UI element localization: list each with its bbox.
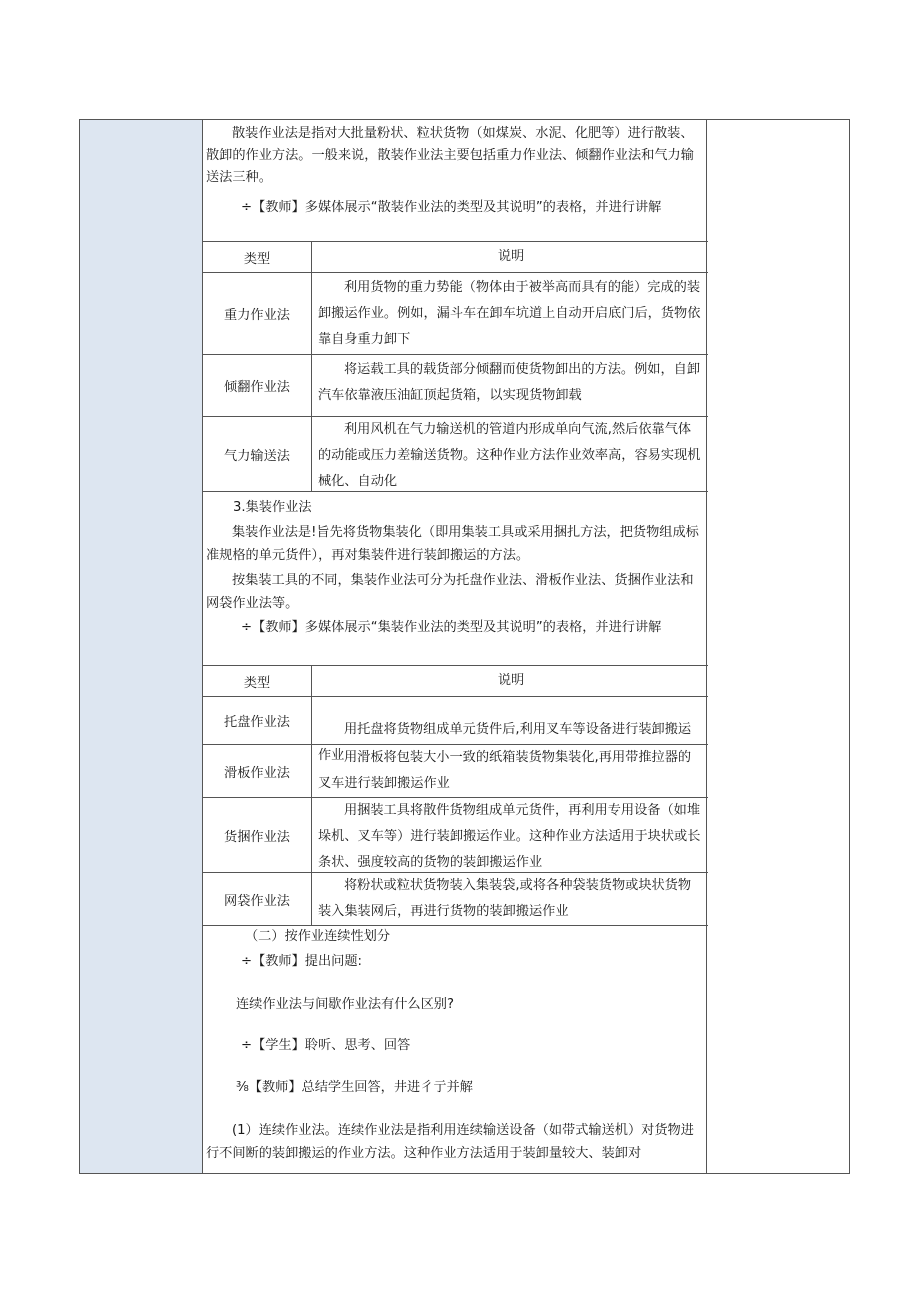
- row-desc: 用捆装工具将散件货物组成单元货件，再利用专用设备（如堆垛机、叉车等）进行装卸搬运作业。这种作业方法适用于块状或长条状、强度较高的货物的装卸搬运作业: [318, 803, 701, 870]
- lesson-table: [79, 119, 850, 1174]
- table-row: [203, 872, 708, 926]
- row-desc: 利用货物的重力势能（物体由于被举高而具有的能）完成的装卸搬运作业。例如，漏斗车在卸车坑道上自动开启底门后，货物依靠自身重力卸下: [318, 280, 701, 347]
- intro-paragraph: 散装作业法是指对大批量粉状、粒状货物（如煤炭、水泥、化肥等）进行散装、散卸的作业方法。一般来说，散装作业法主要包括重力作业法、倾翻作业法和气力输送法三种。: [206, 126, 694, 185]
- header-type: 类型: [203, 666, 312, 696]
- table-row: [203, 272, 708, 354]
- row-type: 气力输送法: [203, 417, 312, 491]
- row-type: 网袋作业法: [203, 873, 312, 925]
- header-desc: 说明: [497, 249, 525, 264]
- header-desc: 说明: [497, 673, 525, 688]
- teacher-note-2: ÷【教师】多媒体展示“集装作业法的类型及其说明”的表格，并进行讲解: [241, 620, 662, 635]
- continuous-method-paragraph: (1）连续作业法。连续作业法是指利用连续输送设备（如带式输送机）对货物进行不间断的装卸搬运的作业方法。这种作业方法适用于装卸量较大、装卸对: [206, 1123, 694, 1161]
- table-row: [203, 416, 708, 492]
- teacher-question-note: ÷【教师】提出问题:: [241, 954, 362, 969]
- part-2-title: （二）按作业连续性划分: [245, 929, 391, 944]
- row-desc: 利用风机在气力输送机的管道内形成单向气流,然后依靠气体的动能或压力差输送货物。这种作业方法作业效率高，容易实现机械化、自动化: [318, 422, 701, 489]
- header-type: 类型: [203, 242, 312, 272]
- section-3-paragraph-2: 按集装工具的不同，集装作业法可分为托盘作业法、滑板作业法、货捆作业法和网袋作业法等。: [206, 573, 694, 611]
- student-note: ÷【学生】聆听、思考、回答: [241, 1038, 411, 1053]
- question-text: 连续作业法与间歇作业法有什么区别?: [236, 997, 454, 1012]
- table-header: [203, 665, 708, 696]
- row-type: 滑板作业法: [203, 745, 312, 797]
- table-row: [203, 797, 708, 872]
- table-row: [203, 696, 708, 763]
- table-row: [203, 354, 708, 416]
- table-header: [203, 241, 708, 272]
- row-type: 货捆作业法: [203, 798, 312, 872]
- left-column: [80, 120, 203, 1173]
- section-3-title: 3.集装作业法: [233, 500, 312, 515]
- teacher-note-1: ÷【教师】多媒体展示“散装作业法的类型及其说明”的表格，并进行讲解: [241, 200, 662, 215]
- row-desc: 将运载工具的载货部分倾翻而使货物卸出的方法。例如，自卸汽车依靠液压油缸顶起货箱，以实现货物卸载: [318, 362, 701, 403]
- teacher-summary-note: ⅜【教师】总结学生回答，井进彳亍并解: [236, 1080, 473, 1095]
- table-row: [203, 744, 708, 797]
- row-desc: 将粉状或粒状货物装入集装袋,或将各种袋装货物或块状货物装入集装网后，再进行货物的装卸搬运作业: [318, 878, 692, 919]
- row-desc: 用滑板将包装大小一致的纸箱装货物集装化,再用带推拉器的叉车进行装卸搬运作业: [318, 750, 692, 791]
- content-column: [203, 120, 708, 1173]
- section-3-paragraph-1: 集装作业法是!旨先将货物集装化（即用集装工具或采用捆扎方法，把货物组成标准规格的单元货件），再对集装件进行装卸搬运的方法。: [206, 525, 699, 563]
- row-type: 托盘作业法: [203, 697, 312, 744]
- row-type: 倾翻作业法: [203, 355, 312, 416]
- row-type: 重力作业法: [203, 273, 312, 354]
- row-desc: 用托盘将货物组成单元货件后,利用叉车等设备进行装卸搬运作业: [318, 722, 692, 763]
- right-column: [706, 120, 849, 1173]
